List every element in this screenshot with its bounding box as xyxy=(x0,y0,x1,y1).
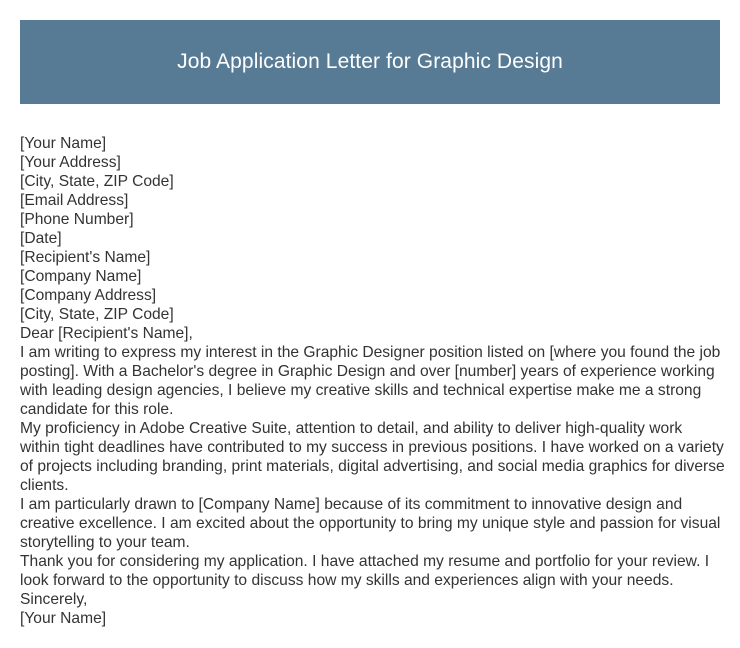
recipient-company-address: [Company Address] xyxy=(20,287,157,304)
sender-city-state-zip: [City, State, ZIP Code] xyxy=(20,173,174,190)
paragraph-company: I am particularly drawn to [Company Name] because of its commitment to innovative design and creative excellence. I am excited about the opportunity to bring my unique style and passion for visual storytelling to your team. xyxy=(20,496,721,551)
closing: Sincerely, xyxy=(20,591,88,608)
letter-title-banner xyxy=(20,20,720,104)
paragraph-skills: My proficiency in Adobe Creative Suite, attention to detail, and ability to deliver high-quality work within tight deadlines have contributed to my success in previous positions. I have worked on a variety of projects including branding, print materials, digital advertising, and social media graphics for diverse clients. xyxy=(20,420,725,494)
paragraph-intro: I am writing to express my interest in the Graphic Designer position listed on [where you found the job posting]. With a Bachelor's degree in Graphic Design and over [number] years of experience working with leading design agencies, I believe my creative skills and technical expertise make me a strong candidate for this role. xyxy=(20,344,721,418)
sender-email: [Email Address] xyxy=(20,192,129,209)
signature: [Your Name] xyxy=(20,610,107,627)
paragraph-thanks: Thank you for considering my application. I have attached my resume and portfolio for your review. I look forward to the opportunity to discuss how my skills and experiences align with your needs. xyxy=(20,553,710,589)
letter-title: Job Application Letter for Graphic Design xyxy=(177,50,563,73)
recipient-company: [Company Name] xyxy=(20,268,142,285)
sender-phone: [Phone Number] xyxy=(20,211,134,228)
sender-block xyxy=(20,134,726,248)
salutation: Dear [Recipient's Name], xyxy=(20,325,193,342)
letter-body xyxy=(20,134,726,628)
sender-name: [Your Name] xyxy=(20,135,107,152)
letter-date: [Date] xyxy=(20,230,62,247)
sender-address: [Your Address] xyxy=(20,154,121,171)
recipient-name: [Recipient's Name] xyxy=(20,249,151,266)
recipient-block xyxy=(20,248,726,324)
recipient-city-state-zip: [City, State, ZIP Code] xyxy=(20,306,174,323)
